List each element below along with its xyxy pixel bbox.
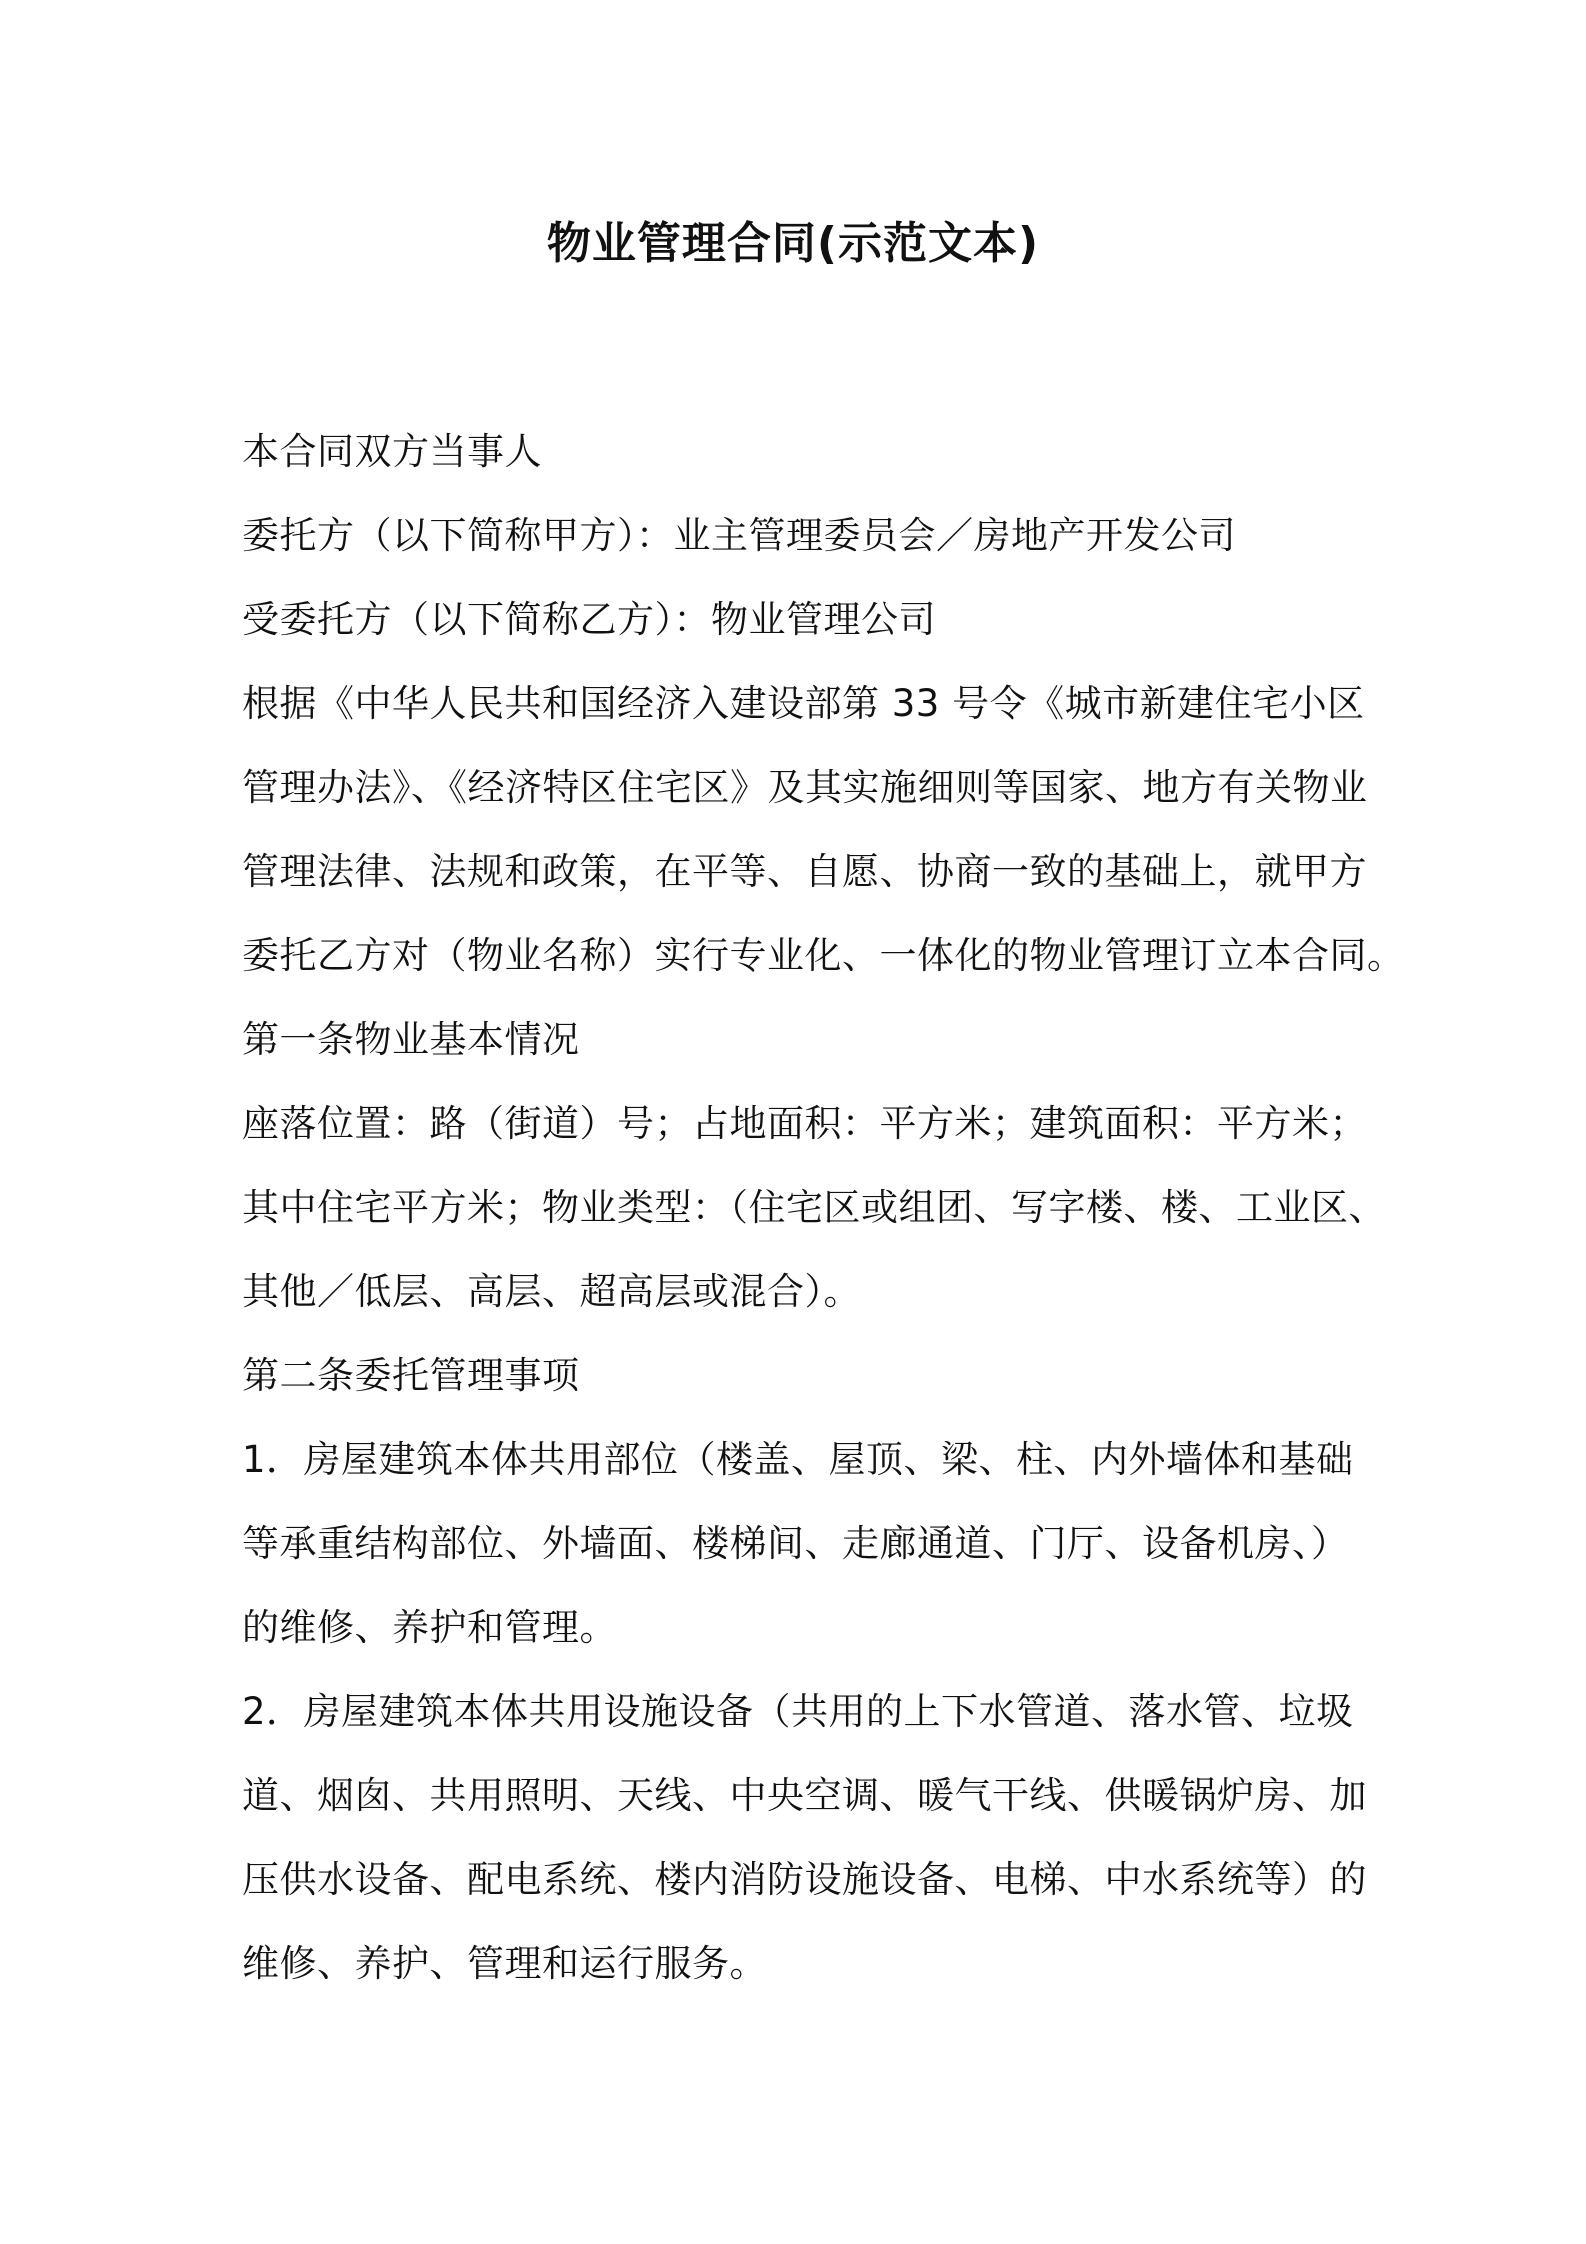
section-heading: 第二条委托管理事项	[242, 1354, 580, 1397]
section-heading: 第一条物业基本情况	[242, 1018, 580, 1061]
list-item-line: 道、烟囱、共用照明、天线、中央空调、暖气干线、供暖锅炉房、加	[242, 1774, 1367, 1817]
list-item-line: 的维修、养护和管理。	[242, 1606, 617, 1649]
paragraph-line: 其他／低层、高层、超高层或混合）。	[242, 1270, 861, 1313]
list-item-line: 1．房屋建筑本体共用部位（楼盖、屋顶、梁、柱、内外墙体和基础	[242, 1438, 1354, 1481]
list-item-line: 维修、养护、管理和运行服务。	[242, 1942, 767, 1985]
paragraph-line: 本合同双方当事人	[242, 430, 542, 473]
paragraph-line: 其中住宅平方米；物业类型：（住宅区或组团、写字楼、楼、工业区、	[242, 1186, 1386, 1229]
document-title: 物业管理合同(示范文本)	[546, 218, 1040, 269]
paragraph-line: 根据《中华人民共和国经济入建设部第 33 号令《城市新建住宅小区	[242, 682, 1365, 725]
paragraph-line: 座落位置：路（街道）号；占地面积：平方米；建筑面积：平方米；	[242, 1102, 1367, 1145]
list-item-line: 等承重结构部位、外墙面、楼梯间、走廊通道、门厅、设备机房、）	[242, 1522, 1349, 1565]
paragraph-line: 委托乙方对（物业名称）实行专业化、一体化的物业管理订立本合同。	[242, 934, 1405, 977]
paragraph-line: 管理法律、法规和政策，在平等、自愿、协商一致的基础上，就甲方	[242, 850, 1367, 893]
paragraph-line: 管理办法》、《经济特区住宅区》及其实施细则等国家、地方有关物业	[242, 766, 1368, 809]
paragraph-line: 受委托方（以下简称乙方）：物业管理公司	[242, 598, 936, 641]
paragraph-line: 委托方（以下简称甲方）：业主管理委员会／房地产开发公司	[242, 514, 1236, 557]
document-body	[242, 410, 1405, 2006]
list-item-line: 压供水设备、配电系统、楼内消防设施设备、电梯、中水系统等）的	[242, 1858, 1367, 1901]
list-item-line: 2．房屋建筑本体共用设施设备（共用的上下水管道、落水管、垃圾	[242, 1690, 1354, 1733]
